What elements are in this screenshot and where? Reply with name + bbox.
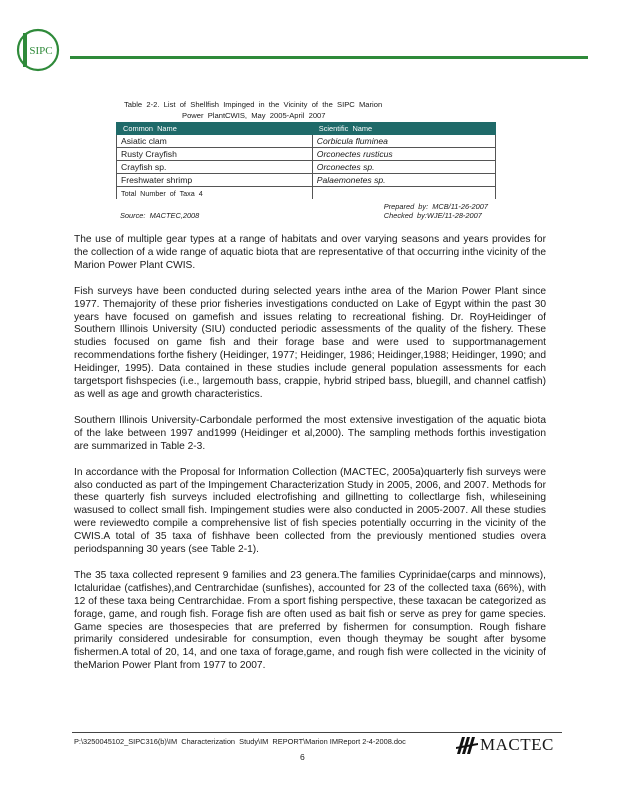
mactec-wordmark: MACTEC xyxy=(480,735,554,754)
common-name-cell: Rusty Crayfish xyxy=(117,148,313,161)
mactec-logo xyxy=(456,735,554,755)
paragraph: Fish surveys have been conducted during selected years inthe area of the Marion Power Plant since 1977. Themajority of these prior fisheries investigations conducted on Lake of Egypt within the past 30 years have focused on gamefish and issues relating to recreational fishing. Dr. RoyHeidinger of Southern Illinois University (SIU) conducted periodic assessments of the quality of the fishery. These studies focused on game fish and their forage base and were used to supportmanagement recommendations forthe fishery (Heidinger, 1977; Heidinger, 1986; Heidinger,1988; Heidinger, 1990; and Heidinger, 1995). Data contained in these studies include general population assessments for each targetsport fishspecies (i.e., largemouth bass, crappie, hybrid striped bass, bluegill, and channel catfish) as well as age and growth characteristics. xyxy=(74,285,546,400)
checked-by: Checked by:WJE/11-28-2007 xyxy=(383,211,482,220)
table-source: Source: MACTEC,2008 xyxy=(120,211,200,220)
table-caption-line1: Table 2-2. List of Shellfish Impinged in the Vicinity of the SIPC Marion xyxy=(124,100,383,109)
scientific-name-cell: Palaemonetes sp. xyxy=(312,174,495,187)
common-name-cell: Freshwater shrimp xyxy=(117,174,313,187)
table-row xyxy=(117,135,496,148)
scientific-name-cell: Orconectes sp. xyxy=(312,161,495,174)
column-header-common: Common Name xyxy=(117,123,313,135)
body-text xyxy=(74,234,546,686)
table-total-row xyxy=(117,187,496,200)
page-number: 6 xyxy=(300,752,305,762)
paragraph: Southern Illinois University-Carbondale performed the most extensive investigation of the aquatic biota of the lake between 1997 and1999 (Heidinger et al,2000). The sampling methods forthis investigation are summarized in Table 2-3. xyxy=(74,414,546,452)
table-caption-line2: Power PlantCWIS, May 2005-April 2007 xyxy=(182,111,326,120)
table-row xyxy=(117,148,496,161)
paragraph: In accordance with the Proposal for Information Collection (MACTEC, 2005a)quarterly fish surveys were also conducted as part of the Impingement Characterization Study in 2005, 2006, and 2007. Methods for these quarterly fish surveys included electrofishing and gillnetting to collectlarge fish, whileseining wasused to collect small fish. Impingement studies were also conducted in 2005-2007. All these studies were reviewedto compile a comprehensive list of fish species potentially occurring in the vicinity of the CWIS.A total of 35 taxa of fishhave been collected from the previously mentioned studies overa periodspanning 30 years (see Table 2-1). xyxy=(74,466,546,556)
footer-rule xyxy=(72,732,562,733)
common-name-cell: Crayfish sp. xyxy=(117,161,313,174)
prepared-by: Prepared by: MCB/11-26-2007 xyxy=(383,202,488,211)
mactec-mark-icon xyxy=(456,735,478,755)
table-signoff xyxy=(384,202,488,220)
sipc-logo xyxy=(14,26,62,74)
scientific-name-cell: Orconectes rusticus xyxy=(312,148,495,161)
table-row xyxy=(117,161,496,174)
paragraph: The use of multiple gear types at a range of habitats and over varying seasons and years provides for the collection of a wide range of aquatic biota that are representative of that occurring inthe vicinity of the Marion Power Plant CWIS. xyxy=(74,234,546,271)
table-caption xyxy=(124,99,504,121)
footer-file-path: P:\3250045102_SIPC316(b)\IM Characterization Study\IM REPORT\Marion IMReport 2-4-2008.doc xyxy=(74,737,406,746)
table-row xyxy=(117,174,496,187)
header-rule xyxy=(70,56,588,59)
scientific-name-cell: Corbicula fluminea xyxy=(312,135,495,148)
paragraph: The 35 taxa collected represent 9 families and 23 genera.The families Cyprinidae(carps and minnows), Ictaluridae (catfishes),and Centrarchidae (sunfishes), accounted for 23 of the collected taxa (66%), with 12 of these taxa being Centrarchidae. From a sport fishing perspective, these taxacan be categorized as forage, game, and rough fish. Forage fish are often used as bait fish or serve as prey for game species. Game species are thosespecies that are preferred by fishermen for consumption. Rough fishare primarily considered undesirable for consumption, even though theymay be sought after bysome fishermen.A total of 20, 14, and one taxa of forage,game, and rough fish were collected in the vicinity of theMarion Power Plant from 1977 to 2007. xyxy=(74,569,546,672)
total-taxa-cell: Total Number of Taxa 4 xyxy=(117,187,313,200)
table-header-row xyxy=(117,123,496,135)
column-header-scientific: Scientific Name xyxy=(312,123,495,135)
common-name-cell: Asiatic clam xyxy=(117,135,313,148)
logo-text: SIPC xyxy=(29,45,53,57)
blank-cell xyxy=(312,187,495,200)
shellfish-table xyxy=(116,122,496,199)
